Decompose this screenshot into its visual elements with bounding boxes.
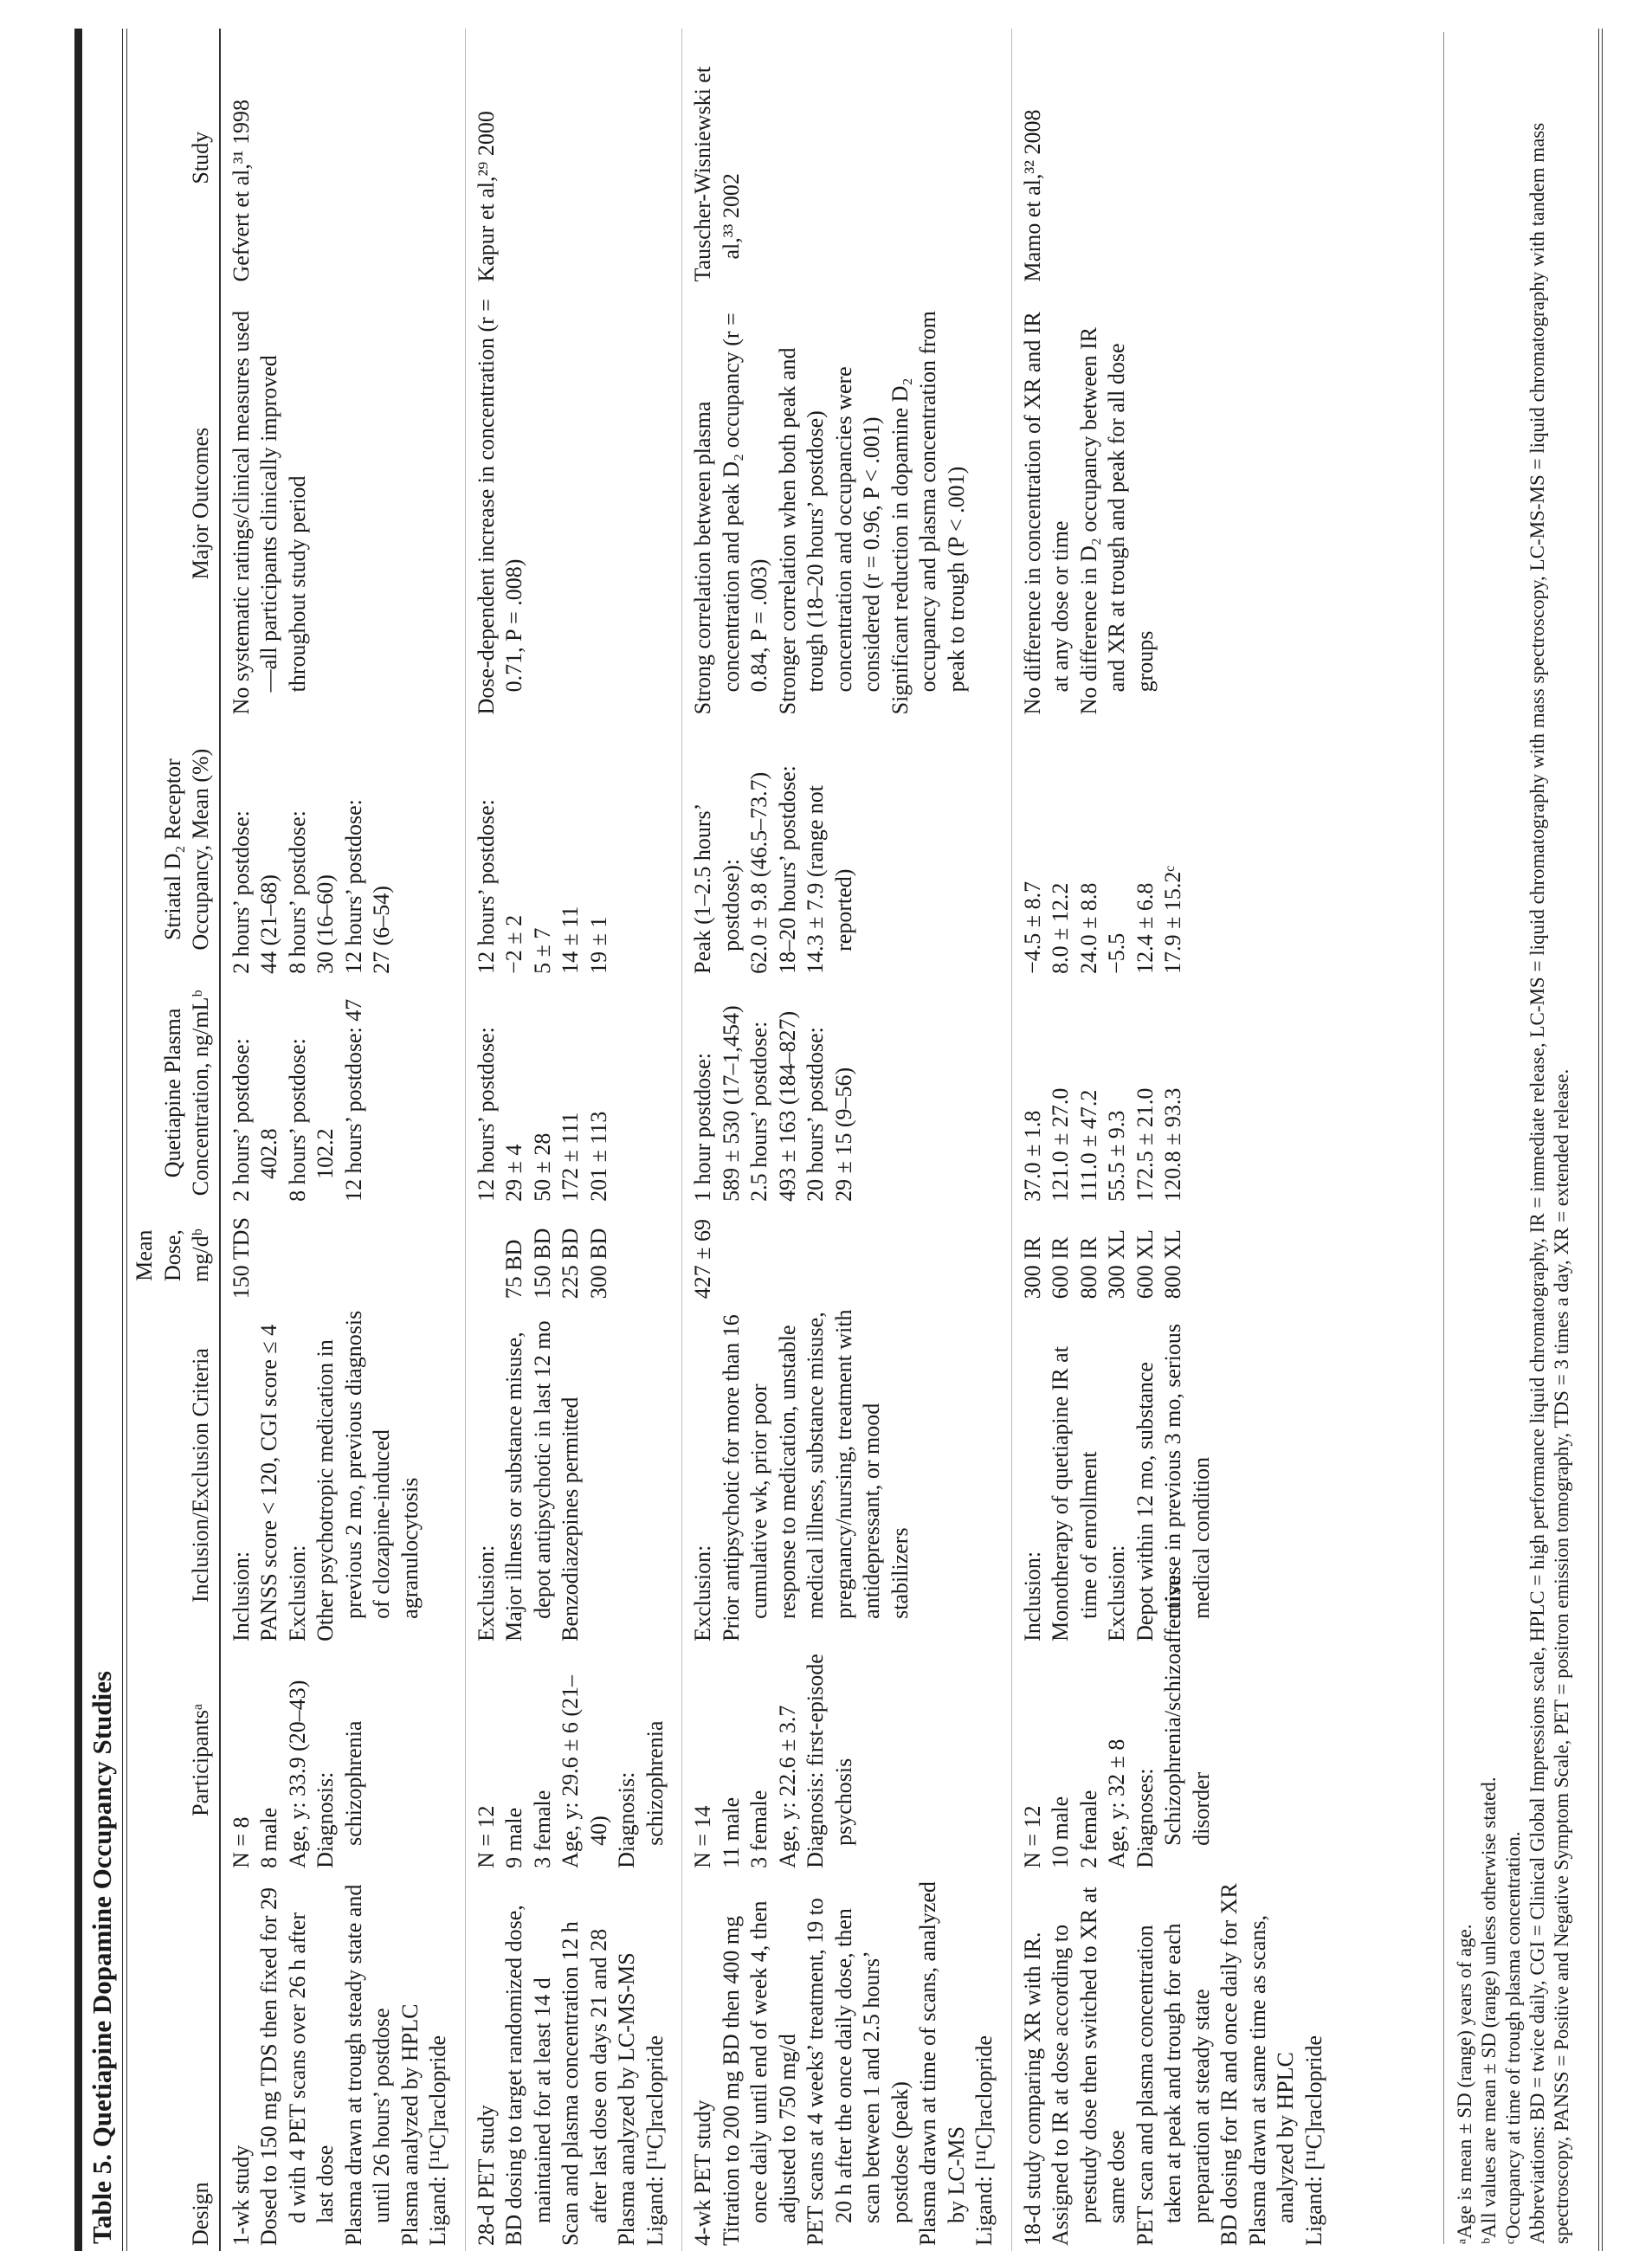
plasma-line: 1 hour postdose: — [690, 1053, 715, 1202]
cell-participants — [220, 1647, 466, 1874]
criteria-line: Major illness or substance misuse, depot antipsychotic in last 12 mo — [501, 1320, 555, 1641]
cell-criteria — [465, 1304, 682, 1647]
footnote: Abbreviations: BD = twice daily, CGI = Clinical Global Impressions scale, HPLC = high performance liquid chromatography, IR = immediate release, LC-MS = liquid chromatography with mass spectroscopy, LC-MS-MS = liquid chromatography with tandem mass spectroscopy, PANSS = Positive and Negative Symptom Scale, PET = positron emission tomography, TDS = 3 times a day, XR = extended release. — [1526, 122, 1572, 2244]
criteria-line: Exclusion: — [284, 1545, 310, 1641]
footnotes — [1443, 32, 1574, 2244]
criteria-line: Benzodiazepines permitted — [558, 1396, 583, 1641]
criteria-line: Inclusion: — [1019, 1551, 1045, 1641]
plasma-line: 12 hours’ postdose: — [473, 1027, 499, 1202]
cell-plasma — [465, 979, 682, 1207]
header-study: Study — [127, 29, 220, 287]
dose-line — [473, 1212, 501, 1299]
cell-study — [220, 29, 466, 287]
header-row — [127, 29, 220, 2251]
header-design: Design — [127, 1874, 220, 2251]
occupancy-line: 12 hours’ postdose: — [340, 799, 366, 974]
header-criteria: Inclusion/Exclusion Criteria — [127, 1304, 220, 1647]
outcomes-line: No difference in D₂ occupancy between IR and XR at trough and peak for all dose groups — [1075, 326, 1158, 715]
table-title: Table 5. Quetiapine Dopamine Occupancy Studies — [87, 1670, 117, 2244]
cell-study — [465, 29, 682, 287]
occupancy-line: 14.3 ± 7.9 (range not reported) — [803, 784, 856, 974]
participants-line: Age, y: 22.6 ± 3.7 — [774, 1705, 800, 1868]
dose-line: 800 XL — [1160, 1229, 1185, 1300]
dose-line: 150 BD — [529, 1228, 555, 1300]
occupancy-line: 44 (21–68) — [256, 874, 281, 974]
cell-dose — [465, 1207, 682, 1304]
design-line: Plasma drawn at time of scans, analyzed by LC-MS — [915, 1881, 969, 2246]
dose-line: 300 XL — [1104, 1229, 1129, 1300]
plasma-line: 121.0 ± 27.0 — [1048, 1087, 1073, 1202]
participants-line: Diagnosis: schizophrenia — [313, 1720, 366, 1868]
footnote: ᵃAge is mean ± SD (range) years of age. — [1454, 1924, 1475, 2244]
criteria-line: Inclusion: — [228, 1551, 254, 1641]
plasma-line: 493 ± 163 (184–827) — [774, 1010, 800, 1202]
criteria-line: Exclusion: — [473, 1545, 499, 1641]
design-line: Scan and plasma concentration 12 h after last dose on days 21 and 28 — [558, 1921, 611, 2246]
occupancy-line: 17.9 ± 15.2ᶜ — [1160, 865, 1185, 974]
plasma-line: 29 ± 4 — [501, 1144, 526, 1202]
occupancy-table — [127, 29, 1340, 2251]
participants-line: 2 female — [1075, 1790, 1101, 1868]
plasma-line: 50 ± 28 — [529, 1132, 555, 1202]
dose-line: 800 IR — [1075, 1236, 1101, 1300]
participants-line: N = 8 — [228, 1816, 254, 1868]
outcomes-line: No systematic ratings/clinical measures used—all participants clinically improved throughout study period — [228, 310, 310, 715]
plasma-line: 29 ± 15 (9–56) — [830, 1067, 856, 1202]
plasma-line: 172 ± 111 — [558, 1112, 583, 1202]
cell-occupancy — [465, 719, 682, 979]
plasma-line: 2 hours’ postdose: 402.8 — [228, 1038, 281, 1202]
cell-criteria — [1011, 1304, 1340, 1647]
cell-dose — [220, 1207, 466, 1304]
participants-line: Age, y: 32 ± 8 — [1104, 1738, 1129, 1868]
plasma-line: 2.5 hours’ postdose: — [746, 1021, 771, 1202]
outcomes-line: Stronger correlation when both peak and trough (18–20 hours’ postdose) concentration and occupancies were considered (r = 0.96, P < .001) — [774, 347, 884, 715]
participants-line: 11 male — [718, 1796, 744, 1868]
cell-study — [682, 29, 1012, 287]
study-line: Kapur et al,²⁹ 2000 — [473, 111, 499, 282]
design-line: Assigned to IR at dose according to prestudy dose then switched to XR at same dose — [1048, 1887, 1129, 2246]
cell-plasma — [1011, 979, 1340, 1207]
design-line: Plasma drawn at trough steady state and until 26 hours’ postdose — [340, 1884, 394, 2246]
occupancy-line: −4.5 ± 8.7 — [1019, 880, 1045, 974]
footnote: ᵇAll values are mean ± SD (range) unless otherwise stated. — [1478, 1777, 1500, 2244]
plasma-line: 20 hours’ postdose: — [803, 1027, 828, 1202]
participants-line: Age, y: 29.6 ± 6 (21–40) — [558, 1674, 611, 1868]
cell-participants — [682, 1647, 1012, 1874]
dose-line: 150 TDS — [228, 1217, 254, 1300]
design-line: Ligand: [¹¹C]raclopride — [971, 2035, 997, 2246]
occupancy-line: 12.4 ± 6.8 — [1132, 882, 1158, 974]
cell-dose — [1011, 1207, 1340, 1304]
design-line: 28-d PET study — [473, 2105, 499, 2246]
participants-line: Diagnosis: first-episode psychosis — [803, 1654, 856, 1868]
table-row — [682, 29, 1012, 2251]
occupancy-line: 2 hours’ postdose: — [228, 810, 254, 974]
plasma-line: 589 ± 530 (17–1,454) — [718, 1005, 744, 1202]
design-line: Plasma drawn at same time as scans, analyzed by HPLC — [1244, 1915, 1298, 2246]
participants-line: 8 male — [256, 1807, 281, 1868]
participants-line: Age, y: 33.9 (20–43) — [284, 1680, 310, 1868]
cell-dose — [682, 1207, 1012, 1304]
design-line: 18-d study comparing XR with IR. — [1019, 1932, 1045, 2246]
header-plasma: Quetiapine Plasma Concentration, ng/mLᵇ — [127, 979, 220, 1207]
occupancy-line: 19 ± 1 — [585, 916, 611, 974]
participants-line: N = 14 — [690, 1805, 715, 1868]
plasma-line: 8 hours’ postdose: 102.2 — [284, 1038, 338, 1202]
dose-line: 600 XL — [1132, 1229, 1158, 1300]
dose-line: 427 ± 69 — [690, 1218, 715, 1300]
plasma-line: 201 ± 113 — [585, 1111, 611, 1202]
criteria-line: Exclusion: — [1104, 1545, 1129, 1641]
criteria-line: Monotherapy of quetiapine IR at time of enrollment — [1048, 1346, 1101, 1641]
cell-design — [220, 1874, 466, 2251]
cell-design — [1011, 1874, 1340, 2251]
footnote: ᶜOccupancy at time of trough plasma concentration. — [1502, 1831, 1524, 2244]
participants-line: 9 male — [501, 1807, 526, 1868]
criteria-line: Other psychotropic medication in previous 2 mo, previous diagnosis of clozapine-induced agranulocytosis — [313, 1310, 423, 1641]
design-line: Dosed to 150 mg TDS then fixed for 29 d with 4 PET scans over 26 h after last dose — [256, 1887, 338, 2246]
table-container — [122, 29, 1340, 2251]
participants-line: N = 12 — [473, 1805, 499, 1868]
occupancy-line: 62.0 ± 9.8 (46.5–73.7) — [746, 771, 771, 974]
cell-study — [1011, 29, 1340, 287]
top-rule — [74, 29, 82, 2251]
cell-outcomes — [1011, 287, 1340, 720]
criteria-line: Depot within 12 mo, substance misuse in previous 3 mo, serious medical condition — [1132, 1323, 1214, 1641]
occupancy-line: 27 (6–54) — [369, 886, 394, 974]
participants-line: Diagnoses: Schizophrenia/schizoaffective disorder — [1132, 1575, 1214, 1868]
design-line: BD dosing to target randomized dose, maintained for at least 14 d — [501, 1905, 555, 2246]
plasma-line: 111.0 ± 47.2 — [1075, 1089, 1101, 1202]
criteria-line: Exclusion: — [690, 1545, 715, 1641]
header-dose: Mean Dose, mg/dᵇ — [127, 1207, 220, 1304]
table-row — [220, 29, 466, 2251]
cell-occupancy — [682, 719, 1012, 979]
criteria-line: Prior antipsychotic for more than 16 cumulative wk, prior poor response to medication, unstable medical illness, substance misuse, pregnancy/nursing, treatment with antidepressant, or mood stabilizers — [718, 1309, 913, 1641]
occupancy-line: Peak (1–2.5 hours’ postdose): — [690, 804, 744, 974]
occupancy-line: 8 hours’ postdose: — [284, 810, 310, 974]
cell-outcomes — [682, 287, 1012, 720]
cell-design — [682, 1874, 1012, 2251]
occupancy-line: 8.0 ± 12.2 — [1048, 882, 1073, 974]
cell-occupancy — [1011, 719, 1340, 979]
dose-line: 75 BD — [501, 1239, 526, 1300]
outcomes-line: Dose-dependent increase in concentration (r = 0.71, P = .008) — [473, 299, 526, 715]
plasma-line: 172.5 ± 21.0 — [1132, 1087, 1158, 1202]
cell-plasma — [220, 979, 466, 1207]
cell-participants — [465, 1647, 682, 1874]
outcomes-line: Strong correlation between plasma concentration and peak D₂ occupancy (r = 0.84, P = .003) — [690, 313, 771, 715]
occupancy-line: 5 ± 7 — [529, 927, 555, 974]
table-row — [1011, 29, 1340, 2251]
cell-outcomes — [220, 287, 466, 720]
design-line: BD dosing for IR and once daily for XR — [1216, 1883, 1242, 2246]
study-line: Mamo et al,³² 2008 — [1019, 109, 1045, 282]
plasma-line: 37.0 ± 1.8 — [1019, 1110, 1045, 1202]
criteria-line: PANSS score < 120, CGI score ≤ 4 — [256, 1324, 281, 1641]
design-line: Plasma analyzed by LC-MS-MS — [614, 1952, 639, 2246]
design-line: PET scan and plasma concentration taken at peak and trough for each preparation at steady state — [1132, 1923, 1214, 2246]
design-line: Ligand: [¹¹C]raclopride — [425, 2035, 450, 2246]
occupancy-line: 14 ± 11 — [558, 906, 583, 974]
occupancy-line: 12 hours’ postdose: — [473, 799, 499, 974]
dose-line: 225 BD — [558, 1228, 583, 1300]
table-row — [465, 29, 682, 2251]
table-body — [220, 29, 1341, 2251]
design-line: Ligand: [¹¹C]raclopride — [1300, 2035, 1326, 2246]
study-line: Tauscher-Wisniewski et al,³³ 2002 — [690, 66, 744, 282]
participants-line: 3 female — [529, 1790, 555, 1868]
occupancy-line: 18–20 hours’ postdose: — [774, 765, 800, 974]
occupancy-line: 30 (16–60) — [313, 874, 338, 974]
design-line: Ligand: [¹¹C]raclopride — [642, 2035, 668, 2246]
participants-line: N = 12 — [1019, 1805, 1045, 1868]
occupancy-line: −5.5 — [1104, 932, 1129, 974]
participants-line: 10 male — [1048, 1796, 1073, 1868]
outcomes-line: No difference in concentration of XR and IR at any dose or time — [1019, 312, 1073, 715]
design-line: PET scans at 4 weeks’ treatment, 19 to 20 h after the once daily dose, then scan between 1 and 2.5 hours’ postdose (peak) — [803, 1898, 913, 2246]
participants-line: Diagnosis: schizophrenia — [614, 1720, 668, 1868]
cell-criteria — [682, 1304, 1012, 1647]
plasma-line: 120.8 ± 93.3 — [1160, 1087, 1185, 1202]
header-participants: Participantsᵃ — [127, 1647, 220, 1874]
cell-plasma — [682, 979, 1012, 1207]
header-outcomes: Major Outcomes — [127, 287, 220, 720]
design-line: Plasma analyzed by HPLC — [397, 2003, 423, 2246]
cell-design — [465, 1874, 682, 2251]
study-line: Gefvert et al,³¹ 1998 — [228, 100, 254, 282]
participants-line: 3 female — [746, 1790, 771, 1868]
header-occupancy: Striatal D₂ Receptor Occupancy, Mean (%) — [127, 719, 220, 979]
dose-line: 600 IR — [1048, 1236, 1073, 1300]
dose-line: 300 IR — [1019, 1236, 1045, 1300]
cell-outcomes — [465, 287, 682, 720]
occupancy-line: 24.0 ± 8.8 — [1075, 882, 1101, 974]
plasma-line: 12 hours’ postdose: 47 — [340, 998, 366, 1202]
occupancy-line: −2 ± 2 — [501, 914, 526, 974]
dose-line: 300 BD — [585, 1228, 611, 1300]
design-line: Titration to 200 mg BD then 400 mg once daily until end of week 4, then adjusted to 750 mg/d — [718, 1900, 800, 2246]
design-line: 4-wk PET study — [690, 2099, 715, 2246]
bottom-rule — [1598, 29, 1603, 2251]
outcomes-line: Significant reduction in dopamine D₂ occupancy and plasma concentration from peak to trough (P < .001) — [887, 310, 969, 715]
plasma-line: 55.5 ± 9.3 — [1104, 1110, 1129, 1202]
cell-criteria — [220, 1304, 466, 1647]
cell-occupancy — [220, 719, 466, 979]
design-line: 1-wk study — [228, 2145, 254, 2246]
